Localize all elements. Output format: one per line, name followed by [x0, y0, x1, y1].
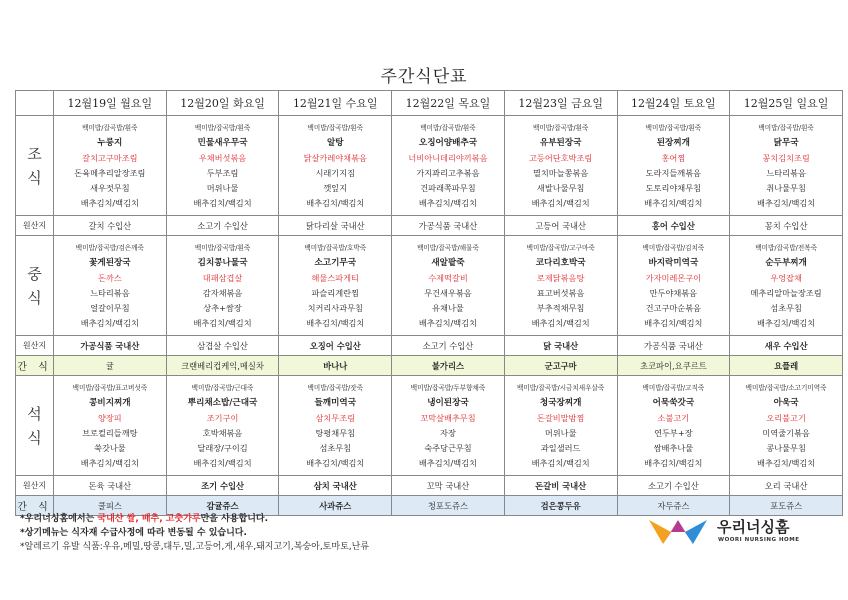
grain-item: 백미밥/잡곡밥/흰죽	[194, 243, 251, 252]
origin-cell: 오리 국내산	[730, 476, 843, 496]
snack-cell: 자두쥬스	[617, 496, 730, 516]
soup-item: 콩비지찌개	[89, 397, 131, 408]
side-dish-item: 미역줄기볶음	[762, 427, 810, 438]
side-dish-item: 배추김치/백김치	[193, 317, 252, 328]
soup-item: 어묵쑥갓국	[652, 397, 695, 408]
side-dish-item: 만두야채볶음	[649, 287, 698, 298]
soup-item: 유부된장국	[539, 137, 582, 148]
snack-cell: 사과쥬스	[279, 496, 392, 516]
menu-cell	[504, 236, 617, 336]
side-dish-item: 배추김치/백김치	[757, 197, 816, 208]
side-dish-item: 건파래쪽파무침	[420, 182, 476, 193]
main-dish-item: 수제떡갈비	[428, 272, 468, 283]
side-dish-item: 배추김치/백김치	[531, 457, 590, 468]
snack-cell: 요플레	[730, 356, 843, 376]
main-dish-item: 우엉잡채	[770, 272, 802, 283]
side-dish-item: 멸치마늘쫑볶음	[532, 167, 589, 178]
snack-cell: 초코파이,요쿠르트	[617, 356, 730, 376]
main-dish-item: 우채버섯볶음	[198, 152, 247, 163]
grain-item: 백미밥/잡곡밥/흰죽	[307, 123, 363, 132]
weekly-menu-table	[15, 90, 843, 516]
menu-cell	[54, 236, 167, 336]
side-dish-item: 느타리볶음	[766, 167, 806, 178]
dinner-origin-row	[16, 476, 843, 496]
side-dish-item: 배추김치/백김치	[531, 317, 590, 328]
side-dish-item: 새발나물무침	[536, 182, 585, 193]
side-dish-item: 파슬리계란찜	[311, 287, 359, 298]
side-dish-item: 배추김치/백김치	[757, 457, 816, 468]
day-header: 12월24일 토요일	[617, 91, 730, 116]
menu-cell	[392, 376, 505, 476]
day-header: 12월25일 일요일	[730, 91, 843, 116]
grain-item: 백미밥/잡곡밥/흰죽	[194, 123, 251, 132]
menu-cell	[392, 236, 505, 336]
side-dish-item: 섬초무침	[319, 442, 352, 453]
main-dish-item: 로제닭볶음탕	[536, 272, 585, 283]
origin-cell: 소고기 수입산	[166, 216, 279, 236]
side-dish-item: 달래장/구이김	[197, 442, 248, 453]
menu-cell	[617, 116, 730, 216]
grain-item: 백미밥/잡곡밥/흰죽	[420, 123, 476, 132]
side-dish-item: 표고버섯볶음	[536, 287, 585, 298]
main-dish-item: 오리불고기	[766, 412, 806, 423]
grain-item: 백미밥/잡곡밥/표고버섯죽	[72, 383, 148, 392]
side-dish-item: 얼갈이무침	[90, 302, 130, 313]
snack-cell: 포도쥬스	[730, 496, 843, 516]
side-dish-item: 배추김치/백김치	[418, 317, 478, 328]
origin-cell: 꽁치 수입산	[730, 216, 843, 236]
soup-item: 누룽지	[97, 137, 123, 148]
grain-item: 백미밥/잡곡밥/흰죽	[82, 123, 138, 132]
grain-item: 백미밥/잡곡밥/시금치새우살죽	[517, 383, 605, 392]
grain-item: 백미밥/잡곡밥/해물죽	[417, 243, 479, 252]
origin-cell: 가공식품 국내산	[54, 336, 167, 356]
origin-label: 원산지	[16, 336, 54, 356]
soup-item: 아욱국	[773, 397, 799, 408]
main-dish-item: 삼치무조림	[315, 412, 356, 423]
side-dish-item: 느타리볶음	[90, 287, 130, 298]
note-ingredients: *우리너싱홈에서는 국내산 쌀, 배추, 고춧가루만을 사용합니다.	[20, 514, 269, 524]
snack-cell: 검은콩두유	[504, 496, 617, 516]
snack-cell: 바나나	[279, 356, 392, 376]
soup-item: 소고기무국	[314, 257, 357, 268]
side-dish-item: 브로컬리들깨탕	[82, 427, 138, 438]
soup-item: 순두부찌개	[765, 257, 807, 268]
side-dish-item: 부추적채무침	[536, 302, 585, 313]
origin-cell: 소고기 수입산	[617, 476, 730, 496]
side-dish-item: 배추김치/백김치	[306, 317, 365, 328]
side-dish-item: 취나물무침	[766, 182, 806, 193]
logo-subtitle: WOORI NURSING HOME	[718, 537, 800, 543]
soup-item: 오징어양배추국	[418, 137, 478, 148]
origin-label: 원산지	[16, 476, 54, 496]
origin-cell: 고등어 국내산	[504, 216, 617, 236]
soup-item: 민물새우무국	[197, 137, 248, 148]
origin-cell: 홍어 수입산	[617, 216, 730, 236]
lunch-label: 중 식	[16, 236, 54, 336]
side-dish-item: 배추김치/백김치	[306, 197, 365, 208]
soup-item: 코다리호박국	[535, 257, 586, 268]
page-title: 주간식단표	[380, 67, 468, 87]
snack-cell: 감귤쥬스	[166, 496, 279, 516]
side-dish-item: 배추김치/백김치	[80, 317, 139, 328]
day-header: 12월22일 목요일	[392, 91, 505, 116]
side-dish-item: 연두부+장	[654, 427, 693, 438]
side-dish-item: 배추김치/백김치	[80, 457, 139, 468]
snack-row-afternoon	[16, 356, 843, 376]
origin-cell: 가공식품 국내산	[617, 336, 730, 356]
origin-cell: 소고기 수입산	[392, 336, 505, 356]
side-dish-item: 섬초무침	[770, 302, 802, 313]
side-dish-item: 새우젓무침	[90, 182, 130, 193]
side-dish-item: 배추김치/백김치	[306, 457, 365, 468]
main-dish-item: 조기구이	[206, 412, 239, 423]
menu-cell	[392, 116, 505, 216]
side-dish-item: 머위나물	[206, 182, 239, 193]
side-dish-item: 쌈배추나물	[653, 442, 694, 453]
dinner-label: 석 식	[16, 376, 54, 476]
corner-cell	[16, 91, 54, 116]
snack-cell: 불가리스	[392, 356, 505, 376]
main-dish-item: 돈갈비말밤찜	[536, 412, 585, 423]
lunch-row	[16, 236, 843, 336]
menu-cell	[730, 236, 843, 336]
soup-item: 냉이된장국	[427, 397, 469, 408]
origin-cell: 가공식품 국내산	[392, 216, 505, 236]
main-dish-item: 꽁치김치조림	[762, 152, 810, 163]
soup-item: 뿌리채소밥/근대국	[187, 397, 258, 408]
grain-item: 백미밥/잡곡밥/흰죽	[758, 123, 814, 132]
side-dish-item: 배추김치/백김치	[531, 197, 590, 208]
side-dish-item: 유채나물	[432, 302, 464, 313]
side-dish-item: 건고구마순볶음	[645, 302, 702, 313]
soup-item: 들깨미역국	[314, 397, 357, 408]
side-dish-item: 쑥갓나물	[94, 442, 126, 453]
breakfast-label: 조 식	[16, 116, 54, 216]
grain-item: 백미밥/잡곡밥/고구마죽	[526, 243, 595, 252]
side-dish-item: 배추김치/백김치	[644, 457, 703, 468]
side-dish-item: 배추김치/백김치	[80, 197, 139, 208]
menu-cell	[166, 236, 279, 336]
note-change: *상기메뉴는 식자재 수급사정에 따라 변동될 수 있습니다.	[20, 528, 247, 538]
side-dish-item: 치커리사과무침	[307, 302, 363, 313]
menu-cell	[617, 376, 730, 476]
main-dish-item: 양장피	[97, 412, 122, 423]
menu-cell	[279, 376, 392, 476]
origin-cell: 새우 수입산	[730, 336, 843, 356]
side-dish-item: 시래기지짐	[315, 167, 356, 178]
main-dish-item: 가자미레몬구이	[645, 272, 702, 283]
side-dish-item: 상추+쌈장	[203, 302, 242, 313]
breakfast-row	[16, 116, 843, 216]
origin-label: 원산지	[16, 216, 54, 236]
side-dish-item: 도토리야채무침	[645, 182, 702, 193]
lunch-origin-row	[16, 336, 843, 356]
note-allergy: *알레르기 유발 식품:우유,메밀,땅콩,대두,밀,고등어,게,새우,돼지고기,복숭아,토마토,난류	[20, 542, 370, 552]
grain-item: 백미밥/잡곡밥/고직죽	[642, 383, 705, 392]
main-dish-item: 닭살카레야채볶음	[303, 152, 367, 163]
snack-label: 간 식	[16, 356, 54, 376]
snack-cell: 귤	[54, 356, 167, 376]
side-dish-item: 배추김치/백김치	[418, 197, 478, 208]
menu-cell	[54, 116, 167, 216]
day-header: 12월21일 수요일	[279, 91, 392, 116]
main-dish-item: 대패삼겹살	[202, 272, 243, 283]
origin-cell: 조기 수입산	[166, 476, 279, 496]
snack-cell: 크랜베리컵케익,메실차	[166, 356, 279, 376]
soup-item: 새알팥죽	[431, 257, 465, 268]
main-dish-item: 갈치고구마조림	[82, 152, 138, 163]
side-dish-item: 숙주당근무침	[424, 442, 472, 453]
side-dish-item: 과일샐러드	[540, 442, 581, 453]
header-row	[16, 91, 843, 116]
soup-item: 김치콩나물국	[197, 257, 248, 268]
menu-cell	[730, 116, 843, 216]
origin-cell: 갈치 수입산	[54, 216, 167, 236]
snack-cell: 쿨피스	[54, 496, 167, 516]
origin-cell: 삼겹살 수입산	[166, 336, 279, 356]
grain-item: 백미밥/잡곡밥/흰죽	[645, 123, 702, 132]
menu-cell	[504, 376, 617, 476]
notes	[20, 512, 369, 554]
side-dish-item: 배추김치/백김치	[418, 457, 478, 468]
side-dish-item: 자장	[440, 427, 456, 438]
origin-cell: 돈육 국내산	[54, 476, 167, 496]
origin-cell: 꼬막 국내산	[392, 476, 505, 496]
side-dish-item: 배추김치/백김치	[757, 317, 816, 328]
soup-item: 청국장찌개	[539, 397, 582, 408]
grain-item: 백미밥/잡곡밥/전복죽	[755, 243, 817, 252]
side-dish-item: 두부조림	[206, 167, 239, 178]
origin-cell: 오징어 수입산	[279, 336, 392, 356]
side-dish-item: 배추김치/백김치	[193, 457, 252, 468]
side-dish-item: 콩나물무침	[766, 442, 806, 453]
menu-cell	[54, 376, 167, 476]
soup-item: 된장찌개	[656, 137, 690, 148]
menu-cell	[504, 116, 617, 216]
side-dish-item: 깻잎지	[323, 182, 348, 193]
main-dish-item: 돈까스	[97, 272, 122, 283]
soup-item: 꽃게된장국	[89, 257, 131, 268]
side-dish-item: 머위나물	[544, 427, 577, 438]
grain-item: 백미밥/잡곡밥/소고기미역죽	[745, 383, 827, 392]
origin-cell: 삼치 국내산	[279, 476, 392, 496]
main-dish-item: 홍어찜	[661, 152, 686, 163]
snack-cell: 청포도쥬스	[392, 496, 505, 516]
menu-cell	[166, 116, 279, 216]
soup-item: 바지락미역국	[648, 257, 699, 268]
origin-cell: 돈갈비 국내산	[504, 476, 617, 496]
side-dish-item: 가지꽈리고추볶음	[416, 167, 480, 178]
menu-cell	[279, 116, 392, 216]
side-dish-item: 배추김치/백김치	[644, 197, 703, 208]
logo-mark-icon	[645, 514, 711, 550]
side-dish-item: 배추김치/백김치	[644, 317, 703, 328]
side-dish-item: 호박채볶음	[202, 427, 243, 438]
grain-item: 백미밥/잡곡밥/근대죽	[191, 383, 254, 392]
main-dish-item: 꼬막살배추무침	[420, 412, 476, 423]
breakfast-origin-row	[16, 216, 843, 236]
main-dish-item: 해물스파게티	[311, 272, 359, 283]
day-header: 12월19일 월요일	[54, 91, 167, 116]
grain-item: 백미밥/잡곡밥/호박죽	[304, 243, 367, 252]
origin-cell: 닭다리살 국내산	[279, 216, 392, 236]
soup-item: 닭무국	[773, 137, 799, 148]
grain-item: 백미밥/잡곡밥/김치죽	[642, 243, 705, 252]
side-dish-item: 감자채볶음	[202, 287, 243, 298]
snack-cell: 군고구마	[504, 356, 617, 376]
menu-cell	[166, 376, 279, 476]
origin-cell: 닭 국내산	[504, 336, 617, 356]
main-dish-item: 소불고기	[657, 412, 690, 423]
soup-item: 알탕	[326, 137, 344, 148]
day-header: 12월23일 금요일	[504, 91, 617, 116]
day-header: 12월20일 화요일	[166, 91, 279, 116]
side-dish-item: 메추리알마늘장조림	[750, 287, 822, 298]
side-dish-item: 돈육메추리알장조림	[74, 167, 146, 178]
side-dish-item: 탕평채무침	[315, 427, 356, 438]
side-dish-item: 배추김치/백김치	[193, 197, 252, 208]
main-dish-item: 너비아니데리야끼볶음	[408, 152, 488, 163]
side-dish-item: 무건새우볶음	[424, 287, 472, 298]
dinner-row	[16, 376, 843, 476]
menu-cell	[730, 376, 843, 476]
main-dish-item: 고등어단호박조림	[529, 152, 593, 163]
menu-cell	[617, 236, 730, 336]
side-dish-item: 도라지들깨볶음	[645, 167, 702, 178]
grain-item: 백미밥/잡곡밥/두부향채죽	[410, 383, 486, 392]
menu-cell	[279, 236, 392, 336]
snack-label: 간 식	[16, 496, 54, 516]
grain-item: 백미밥/잡곡밥/잣죽	[307, 383, 363, 392]
grain-item: 백미밥/잡곡밥/흰죽	[532, 123, 589, 132]
grain-item: 백미밥/잡곡밥/검은깨죽	[75, 243, 144, 252]
brand-logo	[645, 514, 845, 550]
logo-title: 우리너싱홈	[717, 518, 790, 536]
